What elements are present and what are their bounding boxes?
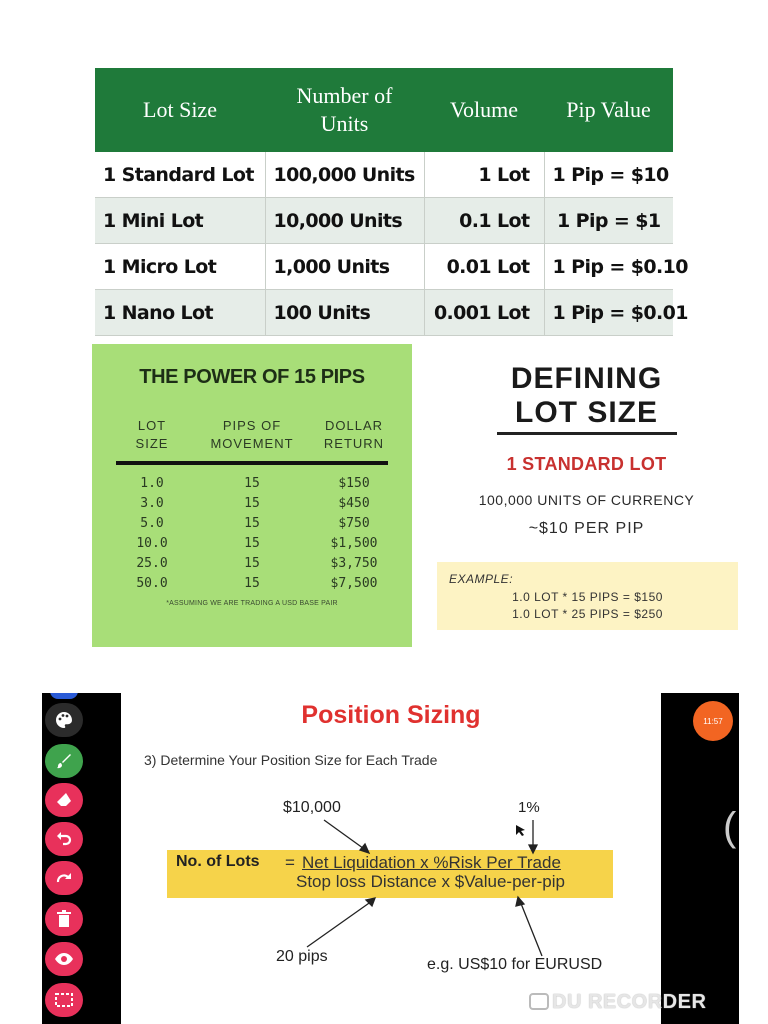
power-return: $750 [338, 516, 370, 531]
header-number-of-units: Number of Units [265, 68, 424, 152]
cell-lot-size: 1 Nano Lot [95, 290, 265, 336]
position-sizing-title: Position Sizing [301, 701, 481, 729]
power-of-15-pips-panel [92, 344, 412, 647]
arrow-pips [307, 901, 372, 947]
power-return: $150 [338, 476, 370, 491]
example-line: 1.0 LOT * 25 PIPS = $250 [512, 607, 663, 621]
power-row [92, 516, 412, 536]
formula-numerator: Net Liquidation x %Risk Per Trade [302, 853, 561, 872]
cell-volume: 0.001 Lot [424, 290, 544, 336]
power-header-lot-size: LOT SIZE [135, 418, 169, 451]
table-header-row [95, 68, 673, 152]
define-units: 100,000 UNITS OF CURRENCY [478, 492, 695, 508]
power-row [92, 536, 412, 556]
example-line: 1.0 LOT * 15 PIPS = $150 [512, 590, 663, 604]
power-lot: 10.0 [136, 536, 168, 551]
define-subtitle: 1 STANDARD LOT [506, 454, 667, 474]
power-footnote: *ASSUMING WE ARE TRADING A USD BASE PAIR [166, 600, 338, 607]
cell-pip-value: 1 Pip = $0.01 [544, 290, 673, 336]
power-return: $450 [338, 496, 370, 511]
define-per-pip: ~$10 PER PIP [528, 520, 645, 537]
header-pip-value: Pip Value [544, 68, 673, 152]
recorder-handle-icon[interactable]: ( [723, 805, 737, 849]
stop-loss-pips: 20 pips [276, 948, 328, 965]
lot-size-table [95, 68, 688, 336]
divider [497, 432, 677, 435]
power-row [92, 476, 412, 496]
cell-pip-value: 1 Pip = $0.10 [544, 244, 673, 290]
table-row [95, 290, 673, 336]
cell-pip-value: 1 Pip = $1 [544, 198, 673, 244]
header-volume: Volume [424, 68, 544, 152]
divider [116, 461, 388, 465]
cell-volume: 0.1 Lot [424, 198, 544, 244]
power-header-pips: PIPS OF MOVEMENT [210, 418, 294, 451]
pip-value-example: e.g. US$10 for EURUSD [427, 956, 603, 973]
power-return: $7,500 [330, 576, 378, 591]
cell-lot-size: 1 Mini Lot [95, 198, 265, 244]
define-title-line1: DEFINING [510, 362, 663, 395]
example-label: EXAMPLE: [449, 572, 514, 586]
recorder-timer[interactable]: 11:57 [693, 701, 733, 741]
power-pips: 15 [244, 516, 260, 531]
risk-percent: 1% [518, 799, 540, 816]
header-lot-size: Lot Size [95, 68, 265, 152]
power-lot: 1.0 [140, 476, 164, 491]
power-return: $3,750 [330, 556, 378, 571]
power-lot: 50.0 [136, 576, 168, 591]
defining-lot-size-panel [435, 352, 738, 632]
position-sizing-screenshot [42, 693, 739, 1024]
power-pips: 15 [244, 536, 260, 551]
arrow-amount [324, 820, 367, 851]
power-row [92, 496, 412, 516]
power-pips: 15 [244, 476, 260, 491]
cell-pip-value: 1 Pip = $10 [544, 152, 673, 198]
power-header-return: DOLLAR RETURN [323, 418, 385, 451]
formula-label: No. of Lots [176, 853, 260, 870]
power-title: THE POWER OF 15 PIPS [139, 366, 365, 388]
cell-volume: 1 Lot [424, 152, 544, 198]
power-return: $1,500 [330, 536, 378, 551]
recorder-logo-icon [530, 994, 548, 1009]
example-box [437, 562, 738, 630]
cell-volume: 0.01 Lot [424, 244, 544, 290]
liquidation-amount: $10,000 [283, 799, 341, 816]
cell-lot-size: 1 Micro Lot [95, 244, 265, 290]
table-row [95, 198, 673, 244]
power-lot: 25.0 [136, 556, 168, 571]
power-pips: 15 [244, 556, 260, 571]
formula-equals: = [285, 853, 295, 872]
power-pips: 15 [244, 496, 260, 511]
arrow-head [360, 844, 369, 853]
cell-units: 10,000 Units [265, 198, 424, 244]
power-row [92, 576, 412, 596]
table-row [95, 244, 673, 290]
cell-units: 100 Units [265, 290, 424, 336]
mouse-cursor-icon [516, 825, 525, 836]
arrow-example [520, 901, 542, 956]
cell-units: 1,000 Units [265, 244, 424, 290]
annotation-arrows [42, 693, 739, 1024]
recorder-watermark: DU RECORDER [552, 991, 707, 1013]
step-text: 3) Determine Your Position Size for Each Trade [144, 752, 438, 768]
power-pips: 15 [244, 576, 260, 591]
cell-lot-size: 1 Standard Lot [95, 152, 265, 198]
formula-denominator: Stop loss Distance x $Value-per-pip [296, 872, 565, 891]
power-row [92, 556, 412, 576]
define-title-line2: LOT SIZE [515, 396, 658, 429]
define-title [435, 362, 738, 430]
power-lot: 3.0 [140, 496, 164, 511]
table-row [95, 152, 673, 198]
cell-units: 100,000 Units [265, 152, 424, 198]
power-lot: 5.0 [140, 516, 164, 531]
arrow-head [516, 897, 524, 906]
arrow-head [529, 845, 537, 853]
